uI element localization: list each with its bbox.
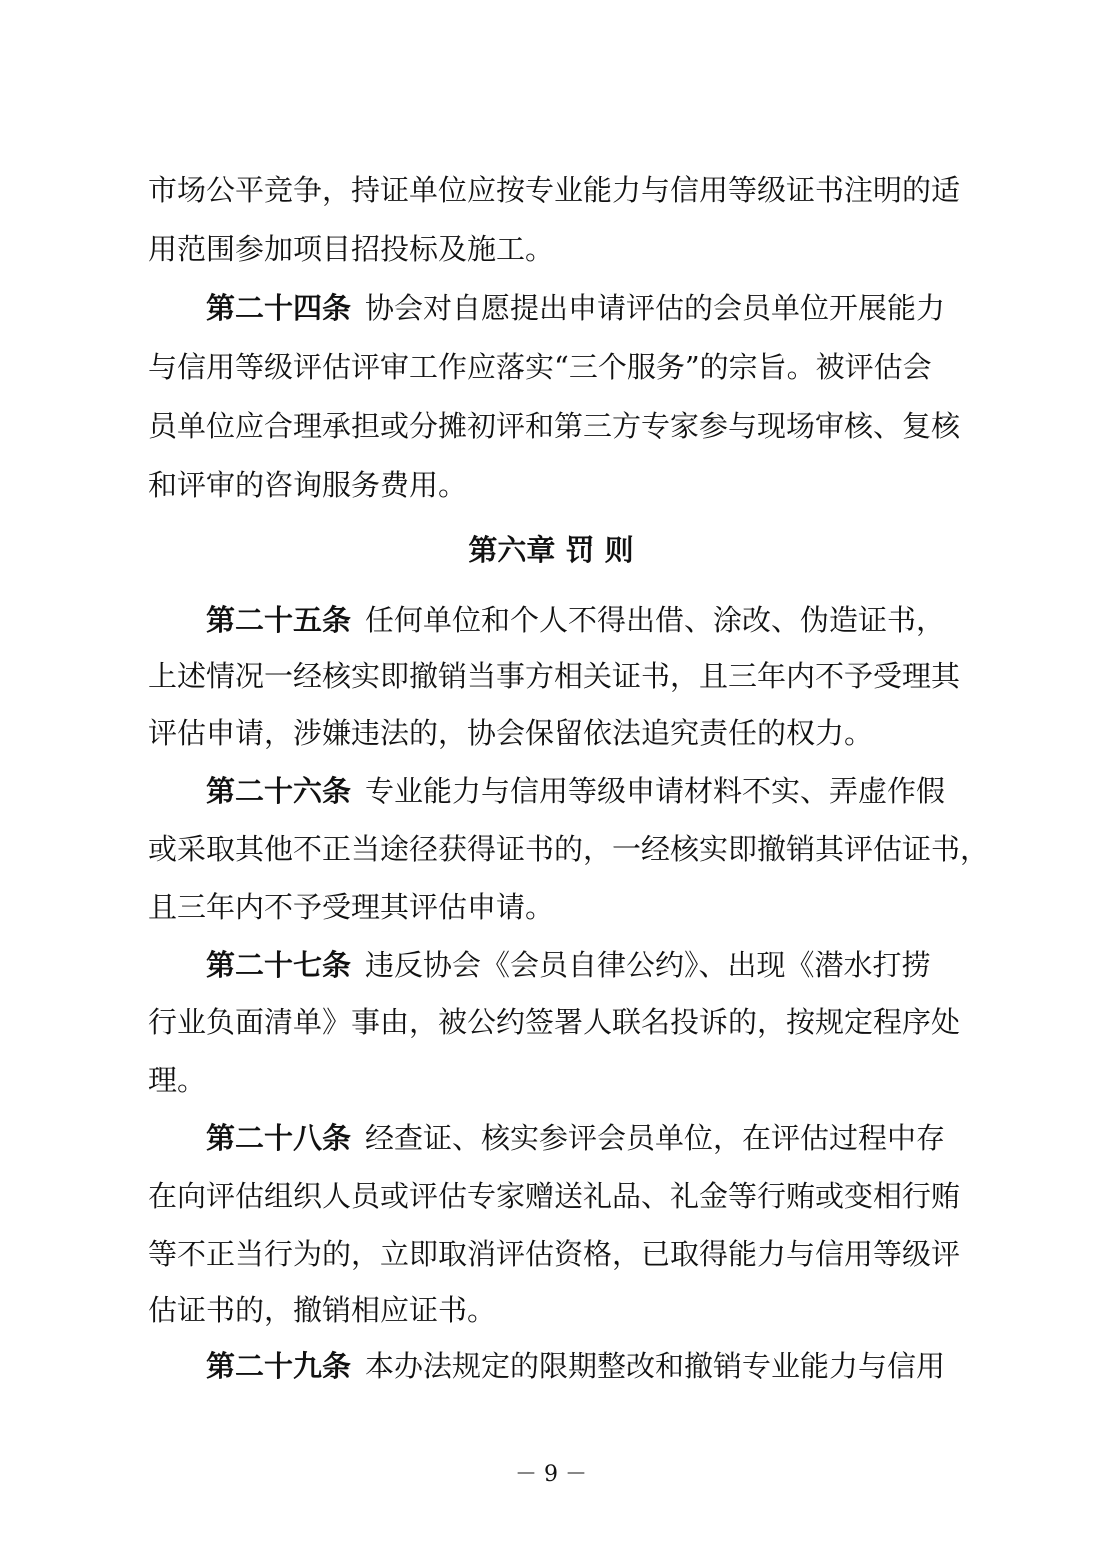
text-line: 用范围参加项目招投标及施工。 xyxy=(148,232,555,266)
text-line: 员单位应合理承担或分摊初评和第三方专家参与现场审核、复核 xyxy=(148,409,961,443)
article-27-first-line xyxy=(206,945,976,985)
article-label: 第二十七条 xyxy=(206,948,352,982)
text-line: 上述情况一经核实即撤销当事方相关证书，且三年内不予受理其 xyxy=(148,659,961,693)
article-26-first-line xyxy=(206,771,976,811)
article-text: 违反协会《会员自律公约》、出现《潜水打捞 xyxy=(365,948,931,982)
article-label: 第二十六条 xyxy=(206,774,352,808)
text-line: 和评审的咨询服务费用。 xyxy=(148,468,468,502)
article-text: 经查证、核实参评会员单位，在评估过程中存 xyxy=(365,1121,946,1155)
text-line: 与信用等级评估评审工作应落实“三个服务”的宗旨。被评估会 xyxy=(148,350,932,384)
text-line: 且三年内不予受理其评估申请。 xyxy=(148,890,555,924)
article-text: 任何单位和个人不得出借、涂改、伪造证书， xyxy=(365,603,946,637)
article-25-first-line xyxy=(206,600,976,640)
article-29-first-line xyxy=(206,1346,976,1386)
page-number: － 9 － xyxy=(515,1462,587,1487)
article-28-first-line xyxy=(206,1118,976,1158)
article-text: 本办法规定的限期整改和撤销专业能力与信用 xyxy=(365,1349,946,1383)
text-line: 等不正当行为的，立即取消评估资格，已取得能力与信用等级评 xyxy=(148,1237,961,1271)
text-line: 估证书的，撤销相应证书。 xyxy=(148,1293,497,1327)
text-line: 行业负面清单》事由，被公约签署人联名投诉的，按规定程序处 xyxy=(148,1005,961,1039)
article-label: 第二十四条 xyxy=(206,291,352,325)
article-text: 专业能力与信用等级申请材料不实、弄虚作假 xyxy=(365,774,946,808)
text-line: 或采取其他不正当途径获得证书的，一经核实即撤销其评估证书， xyxy=(148,832,990,866)
article-label: 第二十九条 xyxy=(206,1349,352,1383)
text-line: 理。 xyxy=(148,1063,207,1097)
article-24-first-line xyxy=(206,288,976,328)
text-line: 市场公平竞争，持证单位应按专业能力与信用等级证书注明的适 xyxy=(148,173,961,207)
chapter-heading: 第六章 罚 则 xyxy=(468,533,634,567)
text-line: 在向评估组织人员或评估专家赠送礼品、礼金等行贿或变相行贿 xyxy=(148,1179,961,1213)
text-line: 评估申请，涉嫌违法的，协会保留依法追究责任的权力。 xyxy=(148,716,874,750)
article-label: 第二十五条 xyxy=(206,603,352,637)
article-label: 第二十八条 xyxy=(206,1121,352,1155)
article-text: 协会对自愿提出申请评估的会员单位开展能力 xyxy=(365,291,946,325)
